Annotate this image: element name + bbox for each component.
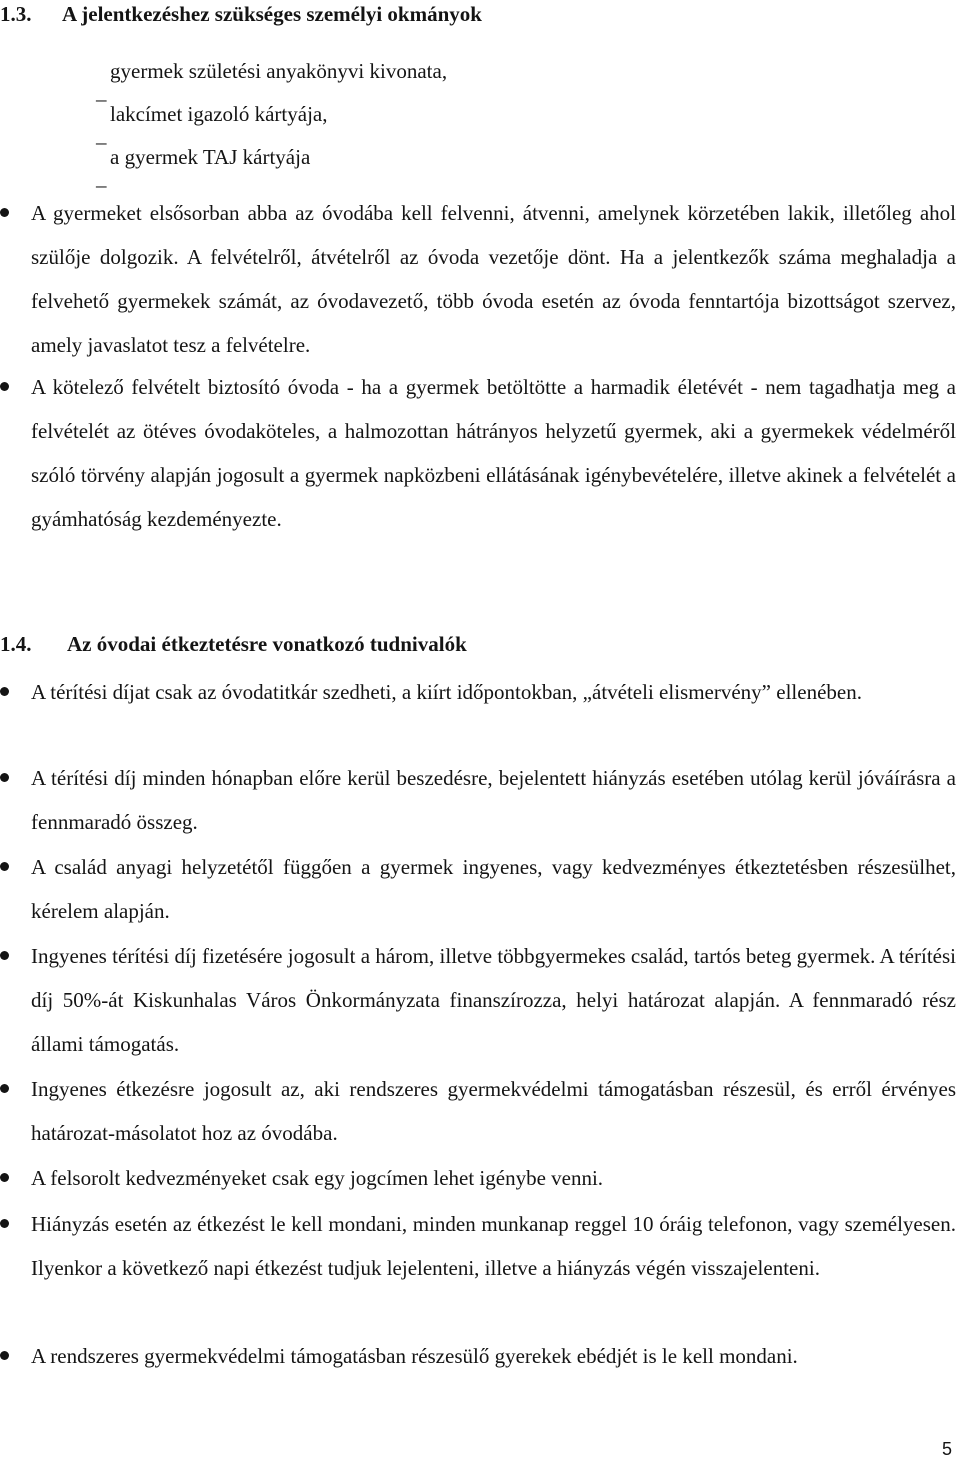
page-number: 5 [941, 1439, 952, 1459]
paragraph-admission: A gyermeket elsősorban abba az óvodába kell felvenni, átvenni, amelynek körzetében lakik, illetőleg ahol szülője dolgozik. A felvételről, átvételről az óvoda vezetője dönt. Ha a jelentkezők száma meghaladja a felvehető gyermekek számát, az óvodavezető, több óvoda esetén az óvoda fenntartója bizottságot szervez, amely javaslatot tesz a felvételre. [31, 201, 956, 357]
paragraph-discount: A család anyagi helyzetétől függően a gyermek ingyenes, vagy kedvezményes étkeztetésben részesülhet, kérelem alapján. [31, 855, 956, 923]
required-documents-list [104, 50, 447, 179]
section-number: 1.3. [0, 2, 32, 26]
list-item: a gyermek TAJ kártyája [110, 145, 311, 169]
paragraph-free-fee: Ingyenes térítési díj fizetésére jogosult a három, illetve többgyermekes család, tartós beteg gyermek. A térítési díj 50%-át Kiskunhalas Város Önkormányzata finanszírozza, helyi határozat alapján. A fennmaradó rész állami támogatás. [31, 944, 956, 1056]
paragraph-free-meals: Ingyenes étkezésre jogosult az, aki rendszeres gyermekvédelmi támogatásban részesül, és erről érvényes határozat-másolatot hoz az óvodába. [31, 1077, 956, 1145]
bullet-icon [0, 382, 9, 391]
section-title: A jelentkezéshez szükséges személyi okmányok [62, 2, 482, 26]
paragraph-one-title: A felsorolt kedvezményeket csak egy jogcímen lehet igénybe venni. [31, 1166, 604, 1190]
list-item: gyermek születési anyakönyvi kivonata, [110, 59, 448, 83]
bullet-icon [0, 1351, 9, 1360]
list-item: lakcímet igazoló kártyája, [110, 102, 328, 126]
section-title: Az óvodai étkeztetésre vonatkozó tudnivalók [67, 632, 467, 656]
section-heading-1-4 [0, 630, 467, 658]
paragraph-cancel-lunch: A rendszeres gyermekvédelmi támogatásban részesülő gyerekek ebédjét is le kell mondani. [31, 1344, 798, 1368]
paragraph-fee-collection: A térítési díjat csak az óvodatitkár szedheti, a kiírt időpontokban, „átvételi elismervény” ellenében. [31, 680, 862, 704]
paragraph-mandatory-admission: A kötelező felvételt biztosító óvoda - ha a gyermek betöltötte a harmadik életévét - nem tagadhatja meg a felvételét az ötéves óvodaköteles, a halmozottan hátrányos helyzetű gyermek, aki a gyermekek védelméről szóló törvény alapján jogosult a gyermek napközbeni ellátásának igénybevételére, illetve akinek a felvételét a gyámhatóság kezdeményezte. [31, 375, 956, 531]
paragraph-fee-monthly: A térítési díj minden hónapban előre kerül beszedésre, bejelentett hiányzás esetében utólag kerül jóváírásra a fennmaradó összeg. [31, 766, 956, 834]
bullet-icon [0, 1219, 9, 1228]
bullet-icon [0, 862, 9, 871]
bullet-icon [0, 208, 9, 217]
section-heading-1-3 [0, 0, 482, 28]
bullet-icon [0, 687, 9, 696]
section-number: 1.4. [0, 632, 32, 656]
paragraph-absence: Hiányzás esetén az étkezést le kell mondani, minden munkanap reggel 10 óráig telefonon, vagy személyesen. Ilyenkor a következő napi étkezést tudjuk lejelenteni, illetve a hiányzás végén visszajelenteni. [31, 1212, 956, 1280]
bullet-icon [0, 773, 9, 782]
bullet-icon [0, 951, 9, 960]
bullet-icon [0, 1084, 9, 1093]
bullet-icon [0, 1173, 9, 1182]
